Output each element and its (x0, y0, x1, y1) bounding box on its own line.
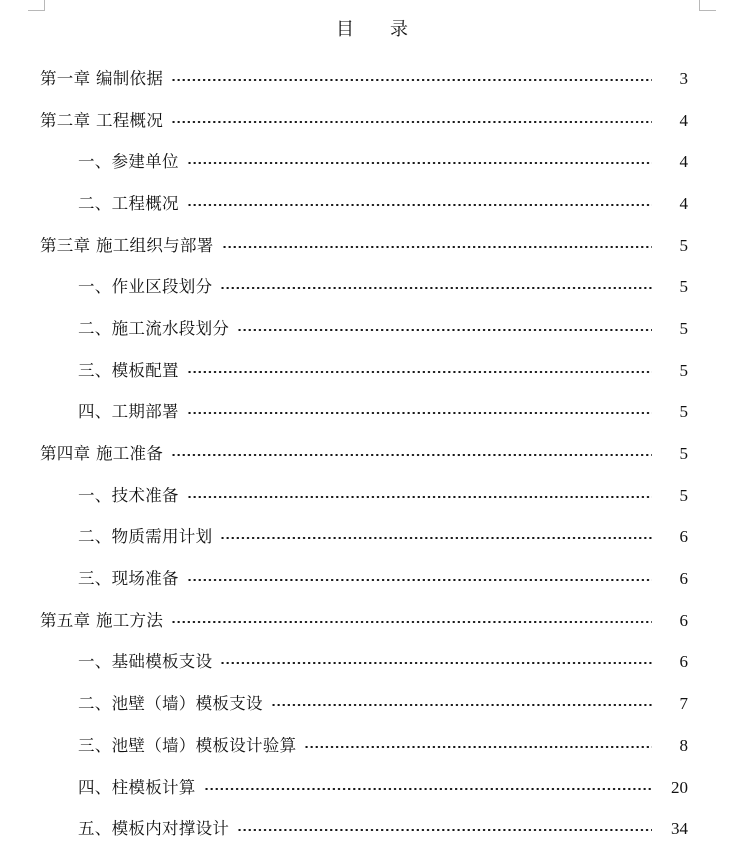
toc-page-number: 6 (679, 610, 688, 630)
toc-section-entry[interactable] (40, 725, 688, 767)
toc-page-number: 4 (679, 193, 688, 213)
toc-entry-title: 三、模板配置 (78, 360, 179, 380)
toc-chapter-entry[interactable] (40, 225, 688, 267)
toc-dot-leader (171, 621, 652, 623)
table-of-contents (40, 58, 688, 850)
toc-page-number: 5 (679, 444, 688, 464)
toc-section-entry[interactable] (40, 475, 688, 517)
toc-entry-title: 一、基础模板支设 (78, 652, 213, 672)
page-corner-mark-left (28, 0, 45, 11)
toc-dot-leader (187, 579, 652, 581)
toc-entry-title: 第三章 施工组织与部署 (40, 235, 214, 255)
toc-section-entry[interactable] (40, 683, 688, 725)
toc-dot-leader (171, 79, 652, 81)
toc-page-number: 20 (671, 777, 688, 797)
toc-page-number: 4 (679, 110, 688, 130)
toc-section-entry[interactable] (40, 308, 688, 350)
toc-section-entry[interactable] (40, 183, 688, 225)
toc-entry-title: 二、物质需用计划 (78, 527, 213, 547)
toc-entry-title: 一、参建单位 (78, 152, 179, 172)
toc-entry-title: 二、池壁（墙）模板支设 (78, 694, 263, 714)
toc-page-number: 6 (679, 652, 688, 672)
toc-dot-leader (187, 496, 652, 498)
toc-section-entry[interactable] (40, 392, 688, 434)
toc-page-number: 4 (679, 152, 688, 172)
toc-entry-title: 二、工程概况 (78, 193, 179, 213)
toc-dot-leader (187, 162, 652, 164)
toc-page-number: 5 (679, 360, 688, 380)
toc-entry-title: 四、柱模板计算 (78, 777, 196, 797)
toc-page-number: 6 (679, 569, 688, 589)
toc-dot-leader (222, 246, 652, 248)
toc-entry-title: 一、作业区段划分 (78, 277, 213, 297)
toc-entry-title: 第二章 工程概况 (40, 110, 164, 130)
toc-dot-leader (187, 371, 652, 373)
document-title: 目 录 (336, 19, 408, 40)
toc-entry-title: 第一章 编制依据 (40, 68, 164, 88)
toc-page-number: 5 (679, 235, 688, 255)
toc-page-number: 34 (671, 819, 688, 839)
toc-dot-leader (304, 746, 652, 748)
toc-page-number: 6 (679, 527, 688, 547)
toc-entry-title: 三、池壁（墙）模板设计验算 (78, 735, 297, 755)
toc-section-entry[interactable] (40, 767, 688, 809)
toc-entry-title: 五、模板内对撑设计 (78, 819, 230, 839)
toc-page-number: 7 (679, 694, 688, 714)
toc-dot-leader (204, 788, 652, 790)
toc-dot-leader (237, 329, 652, 331)
toc-page-number: 3 (679, 68, 688, 88)
toc-section-entry[interactable] (40, 558, 688, 600)
toc-section-entry[interactable] (40, 517, 688, 559)
toc-dot-leader (220, 537, 652, 539)
toc-chapter-entry[interactable] (40, 433, 688, 475)
toc-dot-leader (171, 454, 652, 456)
toc-page-number: 5 (679, 485, 688, 505)
toc-page-number: 5 (679, 318, 688, 338)
toc-section-entry[interactable] (40, 141, 688, 183)
toc-dot-leader (187, 412, 652, 414)
toc-entry-title: 一、技术准备 (78, 485, 179, 505)
toc-entry-title: 二、施工流水段划分 (78, 318, 230, 338)
toc-chapter-entry[interactable] (40, 600, 688, 642)
toc-page-number: 5 (679, 277, 688, 297)
toc-section-entry[interactable] (40, 266, 688, 308)
toc-section-entry[interactable] (40, 642, 688, 684)
toc-dot-leader (220, 287, 652, 289)
toc-entry-title: 第五章 施工方法 (40, 610, 164, 630)
toc-section-entry[interactable] (40, 350, 688, 392)
toc-entry-title: 三、现场准备 (78, 569, 179, 589)
toc-dot-leader (237, 829, 652, 831)
toc-page-number: 5 (679, 402, 688, 422)
toc-entry-title: 第四章 施工准备 (40, 444, 164, 464)
toc-dot-leader (220, 662, 652, 664)
toc-chapter-entry[interactable] (40, 100, 688, 142)
page-corner-mark-right (699, 0, 716, 11)
toc-page-number: 8 (679, 735, 688, 755)
toc-dot-leader (171, 121, 652, 123)
toc-chapter-entry[interactable] (40, 58, 688, 100)
toc-dot-leader (271, 704, 652, 706)
toc-entry-title: 四、工期部署 (78, 402, 179, 422)
toc-dot-leader (187, 204, 652, 206)
